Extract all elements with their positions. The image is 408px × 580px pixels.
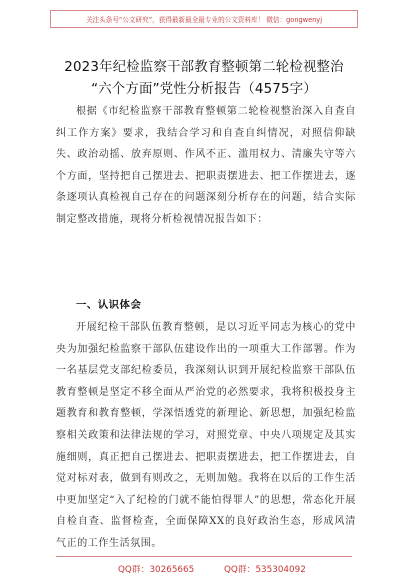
section-paragraph: 开展纪检干部队伍教育整顿，是以习近平同志为核心的党中央为加强纪检监察干部队伍建设作出的一项重大工作部署。作为一名基层党支部纪检委员，我深刻认识到开展纪检监察干部队伍教育整顿是坚定不移全面从严治党的必然要求，我将积极投身主题教育和教育整顿，学深悟透党的新理论、新思想，加强纪检监察相关政策和法律法规的学习，对照党章、中央八项规定及其实施细则，真正把自己摆进去、把职责摆进去，把工作摆进去，自觉对标对表，做到有则改之，无则加勉。我将在以后的工作生活中更加坚定“入了纪检的门就不能怕得罪人”的思想，常态化开展自检自查、监督检查，全面保障XX的良好政治生态，形成风清气正的工作生活氛围。 — [56, 322, 356, 549]
document-title-line-1: 2023年纪检监察干部教育整顿第二轮检视整治 — [64, 60, 344, 75]
promo-banner — [50, 10, 358, 28]
intro-paragraph: 根据《市纪检监察干部教育整顿第二轮检视整治深入自查自纠工作方案》要求，我结合学习和自查自纠情况，对照信仰缺失、政治动摇、放弃原则、作风不正、滥用权力、清廉失守等六个方面，坚持把自己摆进去、把职责摆进去、把工作摆进去，逐条逐项认真检视自己存在的问题深刻分析存在的问题，结合实际制定整改措施，现将分析检视情况报告如下： — [56, 106, 356, 225]
intro-section — [56, 101, 356, 231]
promo-banner-text: 关注头条号“公文研究”，获得最新最全最专业的公文资料库！ 微信：gongwenyj — [85, 16, 323, 24]
section-body — [56, 317, 356, 555]
footer-qq-group-1: QQ群：30265665 — [118, 565, 195, 575]
footer-qq-group-2: QQ群：535304092 — [224, 565, 306, 575]
section-heading: 一、认识体会 — [76, 299, 142, 311]
footer-divider — [56, 556, 352, 558]
document-title-line-2: “六个方面”党性分析报告（4575字） — [91, 82, 317, 97]
